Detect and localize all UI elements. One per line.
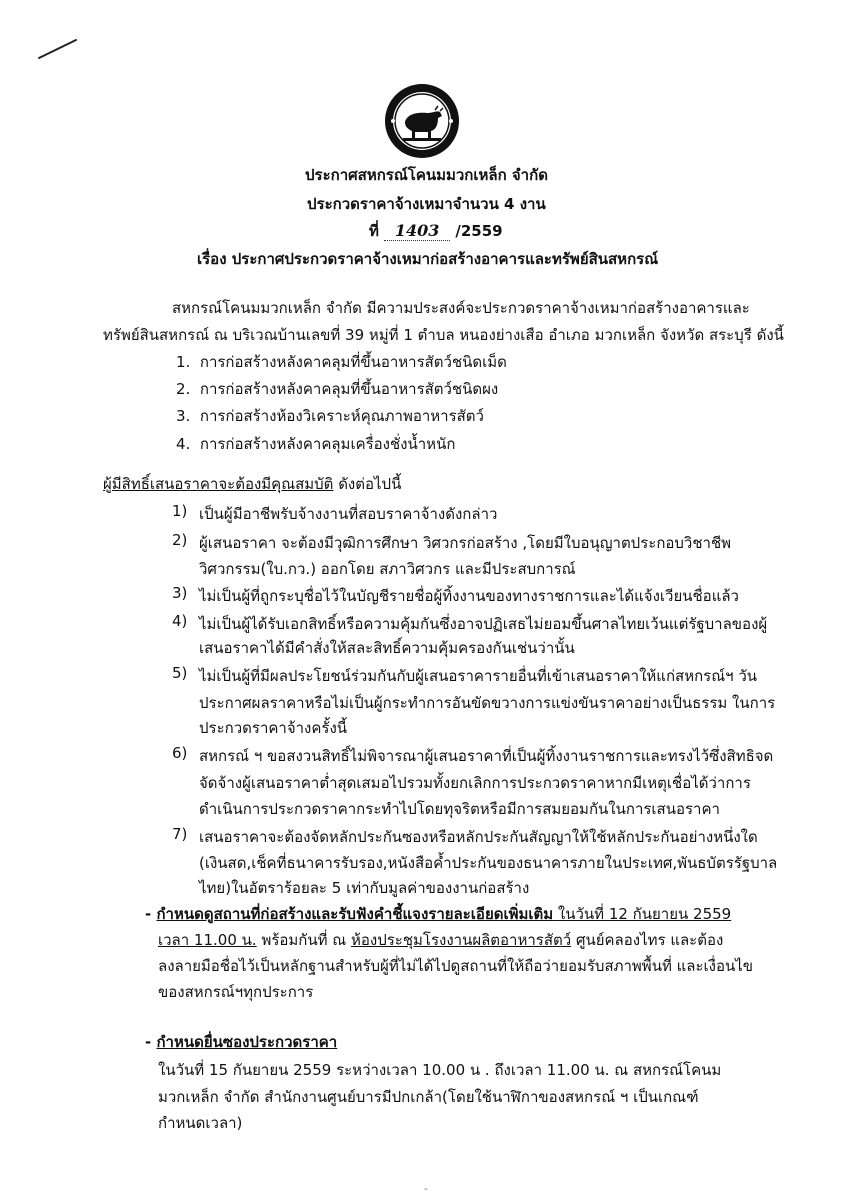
- number-suffix: /2559: [455, 222, 503, 240]
- intro-line-2: ทรัพย์สินสหกรณ์ ณ บริเวณบ้านเลขที่ 39 หมู่ที่ 1 ตำบล หนองย่างเสือ อำเภอ มวกเหล็ก จังหวัด สระบุรี ดังนี้: [103, 326, 784, 344]
- qual-number: 7): [172, 825, 188, 843]
- site-visit-line-3: ลงลายมือชื่อไว้เป็นหลักฐานสำหรับผู้ที่ไม่ได้ไปดูสถานที่ให้ถือว่ายอมรับสภาพพื้นที่ และเงื่อนไข: [158, 957, 754, 975]
- qual-number: 1): [172, 502, 188, 520]
- document-number: [369, 219, 503, 243]
- pen-stroke-mark: [38, 38, 78, 60]
- header-subtitle: ประกวดราคาจ้างเหมาจำนวน 4 งาน: [307, 195, 546, 213]
- cooperative-seal-icon: [383, 82, 461, 160]
- intro-line-1: สหกรณ์โคนมมวกเหล็ก จำกัด มีความประสงค์จะประกวดราคาจ้างเหมาก่อสร้างอาคารและ: [172, 299, 750, 317]
- submission-line-1: ในวันที่ 15 กันยายน 2559 ระหว่างเวลา 10.00 น . ถึงเวลา 11.00 น. ณ สหกรณ์โคนม: [158, 1061, 722, 1079]
- list-item: 1. การก่อสร้างหลังคาคลุมที่ขึ้นอาหารสัตว์ชนิดเม็ด: [176, 353, 507, 371]
- qual-line: ดำเนินการประกวดราคากระทำไปโดยทุจริตหรือมีการสมยอมกันในการเสนอราคา: [199, 800, 720, 818]
- list-item: 3. การก่อสร้างห้องวิเคราะห์คุณภาพอาหารสัตว์: [176, 407, 484, 425]
- qual-number: 6): [172, 744, 188, 762]
- qual-line: ประกวดราคาจ้างครั้งนี้: [199, 719, 348, 737]
- number-handwritten: 1403: [384, 221, 450, 241]
- qualifications-heading: ผู้มีสิทธิ์เสนอราคาจะต้องมีคุณสมบัติ ดังต่อไปนี้: [103, 475, 402, 493]
- submission-heading: - กำหนดยื่นซองประกวดราคา: [145, 1033, 338, 1051]
- qual-line: เสนอราคาจะต้องจัดหลักประกันซองหรือหลักประกันสัญญาให้ใช้หลักประกันอย่างหนึ่งใด: [199, 828, 758, 846]
- site-visit-line-4: ของสหกรณ์ฯทุกประการ: [158, 983, 314, 1001]
- site-visit-line-2: เวลา 11.00 น. พร้อมกันที่ ณ ห้องประชุมโรงงานผลิตอาหารสัตว์ ศูนย์คลองไทร และต้อง: [158, 931, 724, 949]
- number-prefix: ที่: [369, 222, 379, 240]
- list-item: 4. การก่อสร้างหลังคาคลุมเครื่องชั่งน้ำหนัก: [176, 435, 456, 453]
- submission-line-3: กำหนดเวลา): [158, 1114, 243, 1132]
- list-item: 2. การก่อสร้างหลังคาคลุมที่ขึ้นอาหารสัตว์ชนิดผง: [176, 380, 499, 398]
- qual-line: ผู้เสนอราคา จะต้องมีวุฒิการศึกษา วิศวกรก่อสร้าง ,โดยมีใบอนุญาตประกอบวิชาชีพ: [199, 534, 732, 552]
- qual-number: 3): [172, 584, 188, 602]
- qual-line: ไม่เป็นผู้ได้รับเอกสิทธิ์หรือความคุ้มกันซึ่งอาจปฏิเสธไม่ยอมขึ้นศาลไทยเว้นแต่รัฐบาลของผู้: [199, 615, 768, 633]
- site-visit-line-1: - กำหนดดูสถานที่ก่อสร้างและรับฟังคำชี้แจงรายละเอียดเพิ่มเติม ในวันที่ 12 กันยายน 2559: [145, 905, 732, 923]
- header-title: ประกาศสหกรณ์โคนมมวกเหล็ก จำกัด: [305, 166, 548, 184]
- qual-line: เป็นผู้มีอาชีพรับจ้างงานที่สอบราคาจ้างดังกล่าว: [199, 505, 498, 523]
- qual-number: 5): [172, 664, 188, 682]
- qual-line: สหกรณ์ ฯ ขอสงวนสิทธิ์ไม่พิจารณาผู้เสนอราคาที่เป็นผู้ทิ้งงานราชการและทรงไว้ซึ่งสิทธิจด: [199, 747, 774, 765]
- qual-line: (เงินสด,เช็คที่ธนาคารรับรอง,หนังสือค้ำประกันของธนาคารภายในประเทศ,พันธบัตรรัฐบาล: [199, 854, 778, 872]
- page-mark: -: [424, 1184, 428, 1195]
- qual-line: ประกาศผลราคาหรือไม่เป็นผู้กระทำการอันขัดขวางการแข่งขันราคาอย่างเป็นธรรม ในการ: [199, 694, 776, 712]
- qual-number: 4): [172, 612, 188, 630]
- qual-line: ไทย)ในอัตราร้อยละ 5 เท่ากับมูลค่าของงานก่อสร้าง: [199, 879, 530, 897]
- qual-line: ไม่เป็นผู้ที่ถูกระบุชื่อไว้ในบัญชีรายชื่อผู้ทิ้งงานของทางราชการและได้แจ้งเวียนชื่อแล้ว: [199, 587, 739, 605]
- submission-line-2: มวกเหล็ก จำกัด สำนักงานศูนย์บารมีปกเกล้า(โดยใช้นาฬิกาของสหกรณ์ ฯ เป็นเกณฑ์: [158, 1088, 699, 1106]
- qual-line: จัดจ้างผู้เสนอราคาต่ำสุดเสมอไปรวมทั้งยกเลิกการประกวดราคาหากมีเหตุเชื่อได้ว่าการ: [199, 774, 751, 792]
- qual-line: ไม่เป็นผู้ที่มีผลประโยชน์ร่วมกันกับผู้เสนอราคารายอื่นที่เข้าเสนอราคาให้แก่สหกรณ์ฯ วัน: [199, 667, 758, 685]
- qual-line: วิศวกรรม(ใบ.กว.) ออกโดย สภาวิศวกร และมีประสบการณ์: [199, 560, 576, 578]
- qual-number: 2): [172, 531, 188, 549]
- qual-line: เสนอราคาได้มีคำสั่งให้สละสิทธิ์ความคุ้มครองกันเช่นว่านั้น: [199, 639, 575, 657]
- subject-line: เรื่อง ประกาศประกวดราคาจ้างเหมาก่อสร้างอาคารและทรัพย์สินสหกรณ์: [197, 250, 659, 268]
